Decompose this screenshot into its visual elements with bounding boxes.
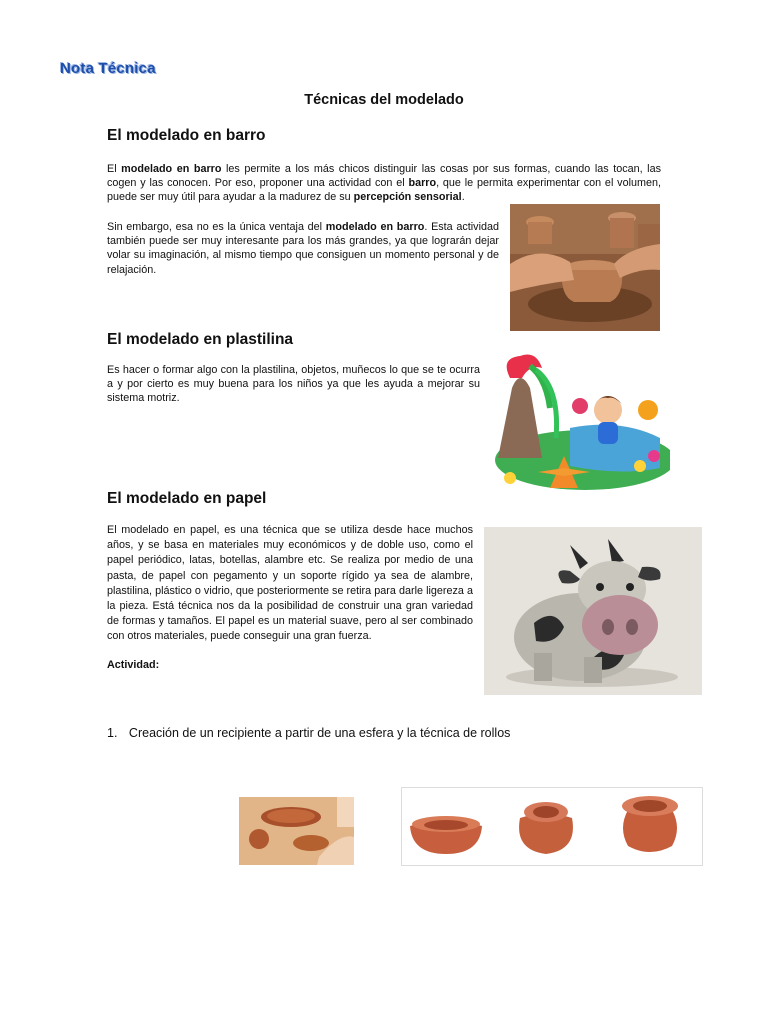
barro-paragraph-1: El modelado en barro les permite a los más chicos distinguir las cosas por sus formas, cuando las tocan, las cogen y las conocen. Por eso, proponer una actividad con el barro, que le permita experimentar con el volumen, puede ser muy útil para ayudar a la madurez de su percepción sensorial. xyxy=(107,163,661,204)
pottery-wheel-image xyxy=(510,204,660,331)
heading-barro: El modelado en barro xyxy=(107,127,266,144)
activity-label: Actividad: xyxy=(107,659,160,671)
heading-papel: El modelado en papel xyxy=(107,490,267,507)
clay-bowls-sequence-image xyxy=(401,787,703,866)
list-item-text: Creación de un recipiente a partir de una esfera y la técnica de rollos xyxy=(128,726,511,740)
bold-term: barro xyxy=(408,177,437,190)
list-item-number: 1. xyxy=(107,726,118,740)
clay-ball-hands-image xyxy=(239,797,354,865)
bold-term: modelado en barro xyxy=(121,163,222,175)
heading-plastilina: El modelado en plastilina xyxy=(107,331,294,348)
bold-term: percepción sensorial xyxy=(353,191,462,204)
barro-paragraph-2: Sin embargo, esa no es la única ventaja del modelado en barro. Esta actividad también puede ser muy interesante para los más grandes, ya que lograrán dejar volar su imaginación, al mismo tiempo que consiguen un momento personal y de relajación. xyxy=(107,221,499,276)
list-item-1 xyxy=(107,726,510,740)
nota-tecnica-badge: Nota Técnica xyxy=(60,60,156,77)
plastilina-paragraph: Es hacer o formar algo con la plastilina, objetos, muñecos lo que se te ocurra a y por cierto es muy buena para los niños ya que les ayuda a mejorar su sistema motriz. xyxy=(107,364,480,405)
paper-mache-cow-image xyxy=(484,527,702,695)
bold-term: modelado en barro xyxy=(325,221,425,233)
plasticine-scene-image xyxy=(490,348,670,491)
papel-paragraph: El modelado en papel, es una técnica que se utiliza desde hace muchos años, y se basa en materiales muy económicos y de doble uso, como el papel periódico, latas, botellas, alambre etc. Se realiza por medio de una pasta, de papel con pegamento y un soporte rígido ya sea de alambre, plastilina, plástico o vidrio, que posteriormente se retira para darle ligereza a la pieza. Está técnica nos da la posibilidad de construir una gran variedad de formas y tamaños. El papel es un material suave, pero al ser combinado con otros materiales, puede conseguir una gran fuerza. xyxy=(107,524,473,643)
document-title: Técnicas del modelado xyxy=(304,92,464,108)
